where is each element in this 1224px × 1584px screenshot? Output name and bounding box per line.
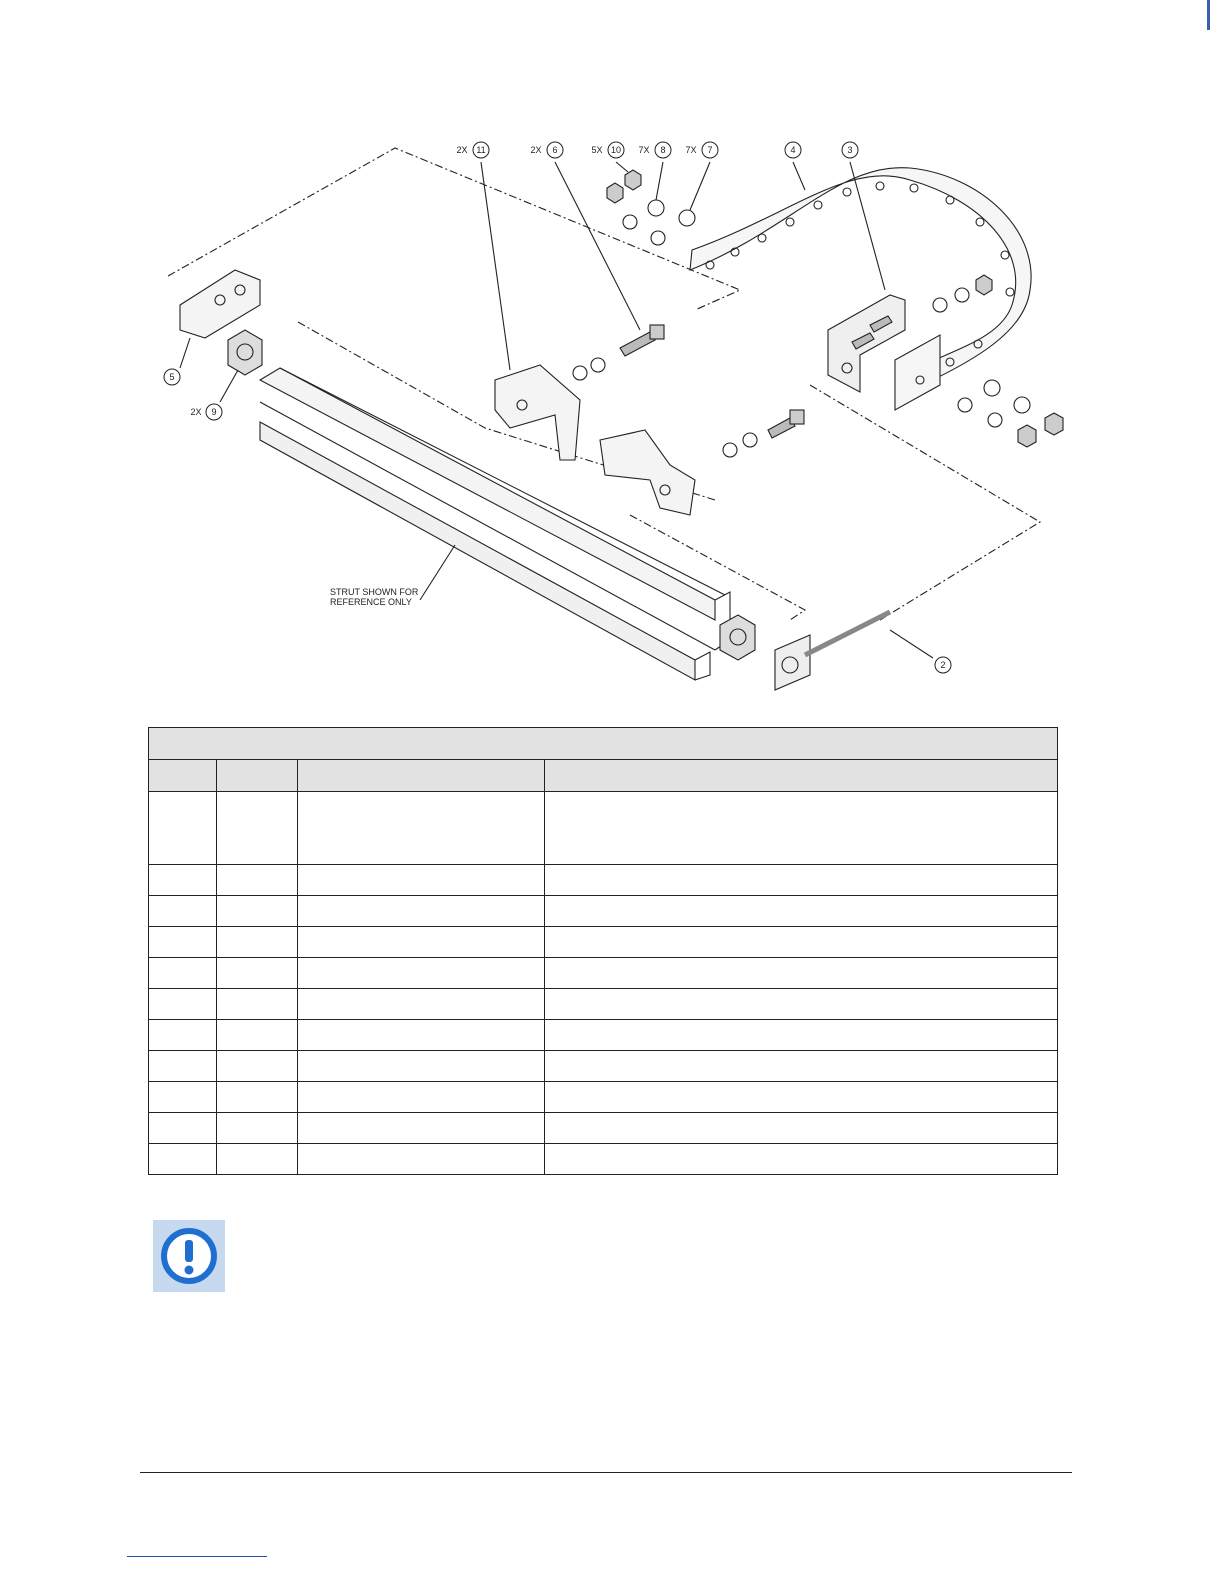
leader-8: [656, 162, 663, 200]
callout-num-4: 4: [790, 145, 796, 155]
leader-3: [850, 162, 885, 290]
table-row: [149, 927, 1058, 958]
parts-table-title-cell: [149, 728, 1058, 760]
callout-num-11: 11: [476, 145, 486, 155]
callout-qty-11: 2X: [456, 145, 468, 155]
part-6-bolt-upper: [573, 325, 664, 380]
part-2-threaded-rod: [775, 612, 890, 690]
callout-qty-6: 2X: [530, 145, 542, 155]
leader-5: [180, 338, 190, 368]
leader-4: [793, 162, 805, 190]
dashed-guide-3: [630, 515, 805, 620]
table-row: [149, 1082, 1058, 1113]
table-row: [149, 1051, 1058, 1082]
callout-qty-8: 7X: [638, 145, 650, 155]
callout-qty-7: 7X: [685, 145, 697, 155]
parts-table-header-row: [149, 760, 1058, 792]
header-cell-1: [149, 760, 217, 792]
parts-table-title-row: [149, 728, 1058, 760]
callout-num-9: 9: [211, 407, 217, 417]
part-11-clamp-upper: [495, 365, 580, 460]
dashed-guide-4: [810, 385, 1040, 620]
header-cell-4: [545, 760, 1058, 792]
table-row: [149, 1113, 1058, 1144]
header-cell-3: [298, 760, 545, 792]
part-6-bolt-lower: [723, 410, 804, 457]
footer-link-underline[interactable]: [127, 1556, 267, 1557]
leader-7: [690, 162, 710, 210]
part-5-bracket: [180, 270, 260, 338]
callout-num-5: 5: [169, 372, 175, 382]
callout-num-6: 6: [552, 145, 558, 155]
callout-num-3: 3: [847, 145, 853, 155]
callout-num-10: 10: [610, 145, 622, 155]
leader-6: [555, 162, 640, 330]
part-3-bracket: [828, 295, 905, 392]
strut-channel: [260, 368, 730, 680]
footer-rule: [140, 1472, 1072, 1473]
callout-qty-9: 2X: [190, 407, 202, 417]
table-row: [149, 989, 1058, 1020]
callout-num-2: 2: [940, 660, 946, 670]
leader-2: [890, 630, 933, 658]
leader-strut-note: [420, 545, 455, 600]
parts-10-8-7-hardware-top: [607, 170, 695, 245]
table-row: [149, 1144, 1058, 1175]
part-9-channel-nut: [228, 330, 262, 375]
callout-qty-10: 5X: [591, 145, 603, 155]
table-row: [149, 792, 1058, 865]
table-row: [149, 896, 1058, 927]
leader-10: [616, 162, 628, 172]
callout-num-7: 7: [707, 145, 713, 155]
header-cell-2: [217, 760, 298, 792]
strut-note-line-1: STRUT SHOWN FOR: [330, 587, 419, 597]
table-row: [149, 865, 1058, 896]
parts-list-table: [148, 727, 1058, 1175]
leader-9: [220, 370, 238, 402]
table-row: [149, 1020, 1058, 1051]
callout-num-8: 8: [660, 145, 666, 155]
table-row: [149, 958, 1058, 989]
top-edge-accent: [1207, 0, 1210, 30]
part-11-clamp-lower: [600, 430, 695, 515]
exploded-assembly-figure: [150, 130, 1072, 708]
strut-note-line-2: REFERENCE ONLY: [330, 597, 412, 607]
part-9-channel-nut-lower: [720, 615, 755, 660]
assembly-drawing: [150, 130, 1072, 708]
exclamation-circle-icon: [153, 1220, 225, 1292]
